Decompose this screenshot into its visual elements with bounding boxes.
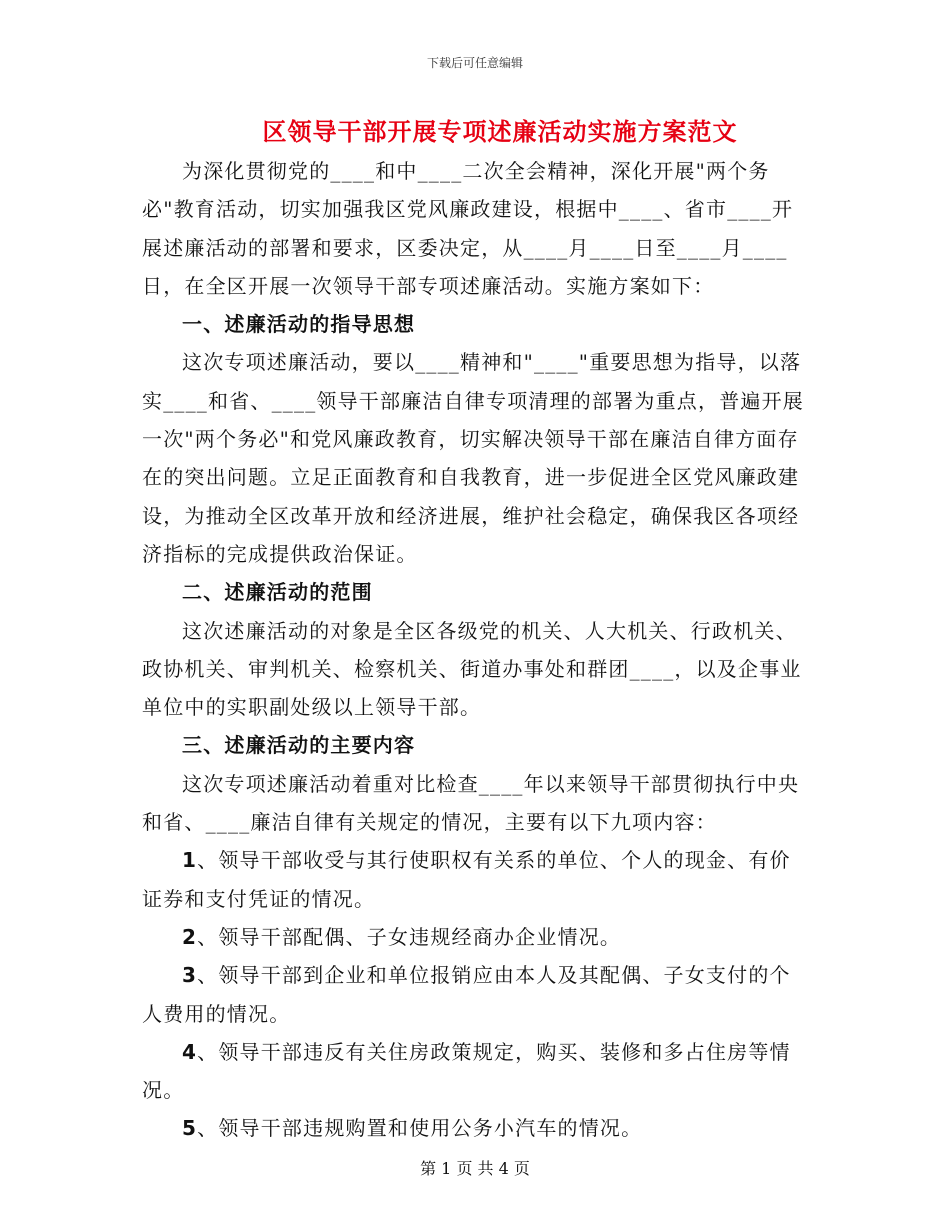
section-2-paragraph: 这次述廉活动的对象是全区各级党的机关、人大机关、行政机关、政协机关、审判机关、检察机关、街道办事处和群团____，以及企事业单位中的实职副处级以上领导干部。 bbox=[142, 618, 802, 720]
section-heading-1: 一、述廉活动的指导思想 bbox=[182, 312, 416, 337]
list-item-number: 3 bbox=[182, 963, 198, 988]
intro-paragraph: 为深化贯彻党的____和中____二次全会精神，深化开展"两个务必"教育活动，切实加强我区党风廉政建设，根据中____、省市____开展述廉活动的部署和要求，区委决定，从____月____日至____月____日，在全区开展一次领导干部专项述廉活动。实施方案如下： bbox=[142, 159, 794, 298]
page-header-note: 下载后可任意编辑 bbox=[426, 56, 523, 70]
document-title: 区领导干部开展专项述廉活动实施方案范文 bbox=[262, 117, 738, 146]
section-heading-3: 三、述廉活动的主要内容 bbox=[182, 733, 416, 758]
page-footer-number: 第 1 页 共 4 页 bbox=[420, 1159, 530, 1178]
list-item-text: 、领导干部配偶、子女违规经商办企业情况。 bbox=[197, 924, 622, 949]
section-heading-2: 二、述廉活动的范围 bbox=[182, 580, 373, 605]
list-item-number: 4 bbox=[182, 1039, 198, 1064]
document-body bbox=[142, 152, 810, 1148]
section-1-paragraph: 这次专项述廉活动，要以____精神和"____"重要思想为指导，以落实____和省、____领导干部廉洁自律专项清理的部署为重点，普遍开展一次"两个务必"和党风廉政教育，切实解决领导干部在廉洁自律方面存在的突出问题。立足正面教育和自我教育，进一步促进全区党风廉政建设，为推动全区改革开放和经济进展，维护社会稳定，确保我区各项经济指标的完成提供政治保证。 bbox=[142, 350, 804, 566]
list-item bbox=[142, 841, 810, 918]
list-item-text: 、领导干部到企业和单位报销应由本人及其配偶、子女支付的个人费用的情况。 bbox=[142, 963, 791, 1026]
list-item bbox=[142, 956, 810, 1033]
list-item-number: 1 bbox=[182, 848, 198, 873]
list-item bbox=[142, 918, 810, 956]
section-3-paragraph: 这次专项述廉活动着重对比检查____年以来领导干部贯彻执行中央和省、____廉洁自律有关规定的情况，主要有以下九项内容： bbox=[142, 771, 800, 835]
list-item-text: 、领导干部收受与其行使职权有关系的单位、个人的现金、有价证券和支付凭证的情况。 bbox=[142, 848, 791, 911]
list-item bbox=[142, 1033, 810, 1110]
list-item bbox=[142, 1109, 810, 1147]
list-item-number: 5 bbox=[182, 1116, 198, 1141]
list-item-number: 2 bbox=[182, 924, 198, 949]
list-item-text: 、领导干部违反有关住房政策规定，购买、装修和多占住房等情况。 bbox=[142, 1039, 791, 1103]
list-item-text: 、领导干部违规购置和使用公务小汽车的情况。 bbox=[197, 1116, 643, 1141]
